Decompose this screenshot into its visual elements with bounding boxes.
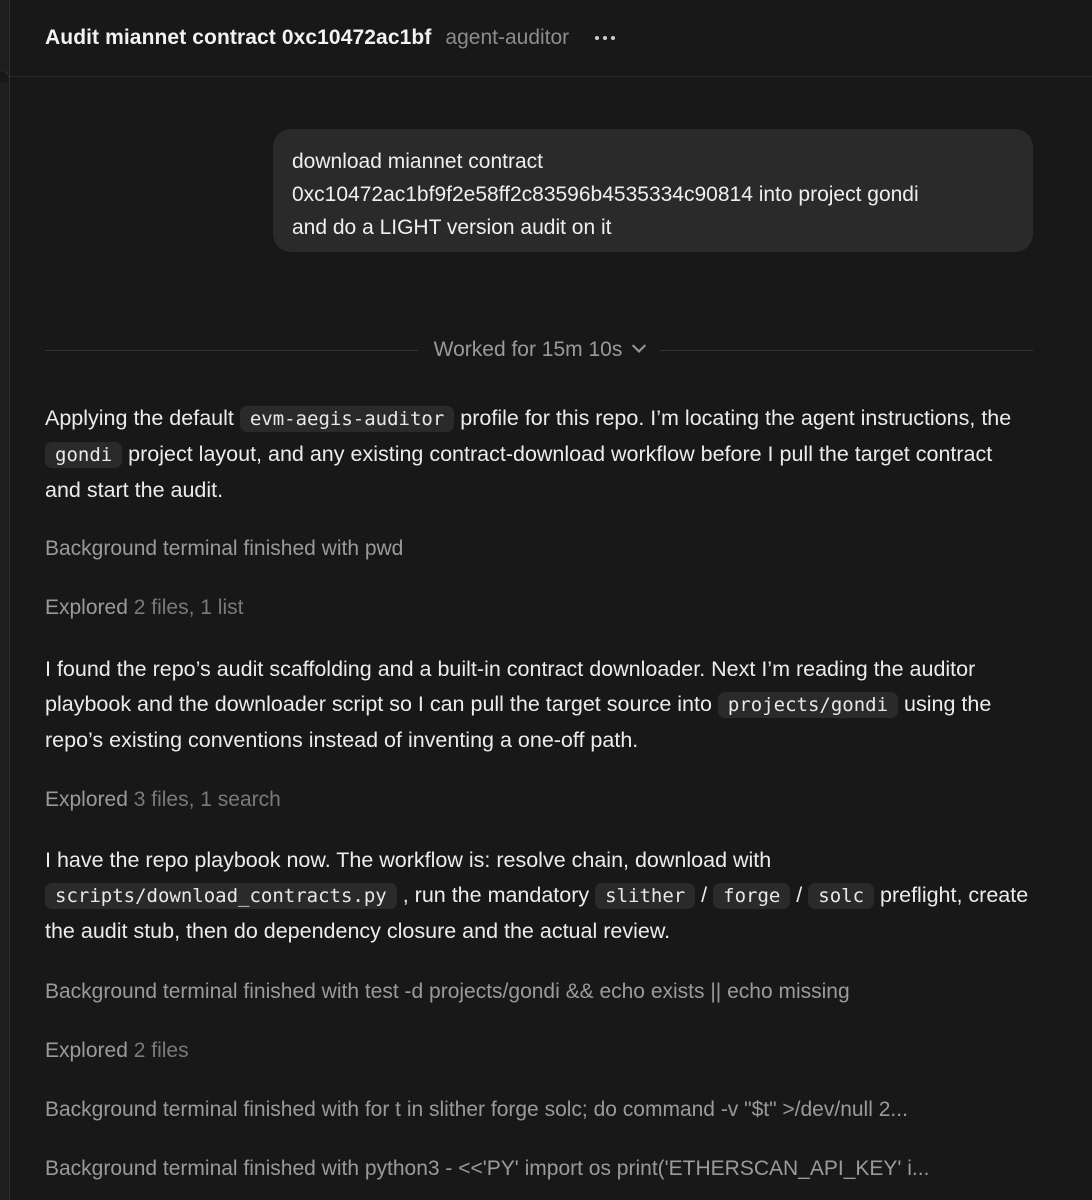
- text: I have the repo playbook now. The workflow is: resolve chain, download with: [45, 848, 772, 872]
- text: I found the repo’s audit scaffolding and a built-in contract downloader. Next I’m reading the auditor playbook and the downloader script so I can pull the target source into: [45, 657, 976, 716]
- explored-detail: 2 files, 1 list: [133, 596, 244, 619]
- explored-detail: 2 files: [133, 1039, 189, 1062]
- user-message-bubble: [273, 129, 1033, 252]
- text: /: [790, 883, 809, 907]
- assistant-paragraph: [45, 652, 1033, 758]
- explored-summary[interactable]: [45, 785, 1033, 815]
- worked-label: Worked for 15m 10s: [433, 338, 623, 361]
- text: Applying the default: [45, 406, 240, 430]
- user-message-line: and do a LIGHT version audit on it: [292, 216, 612, 239]
- explored-detail: 3 files, 1 search: [133, 788, 281, 811]
- more-options-icon[interactable]: [587, 23, 623, 53]
- inline-code: forge: [713, 883, 790, 909]
- text: /: [695, 883, 714, 907]
- terminal-status[interactable]: Background terminal finished with pwd: [45, 537, 404, 560]
- text: , run the mandatory: [396, 883, 596, 907]
- thread-agent-name: agent-auditor: [445, 26, 570, 49]
- text: project layout, and any existing contract-download workflow before I pull the target contract and start the audit.: [45, 442, 993, 502]
- worked-toggle[interactable]: [418, 338, 661, 362]
- explored-label: Explored: [45, 596, 128, 619]
- text: preflight, create the audit stub, then do dependency closure and the actual review.: [45, 883, 1029, 943]
- terminal-status[interactable]: Background terminal finished with test -d projects/gondi && echo exists || echo missing: [45, 980, 850, 1003]
- inline-code: evm-aegis-auditor: [240, 406, 454, 432]
- inline-code: slither: [595, 883, 695, 909]
- thread-header: [10, 0, 1092, 77]
- inline-code: scripts/download_contracts.py: [45, 883, 397, 909]
- thread-title: Audit miannet contract 0xc10472ac1bf: [45, 26, 432, 49]
- explored-label: Explored: [45, 1039, 128, 1062]
- left-sidebar-edge: [0, 0, 10, 1200]
- assistant-paragraph: [45, 843, 1033, 949]
- terminal-status[interactable]: Background terminal finished with python3 - <<'PY' import os print('ETHERSCAN_API_KEY' i...: [45, 1157, 930, 1180]
- chevron-down-icon: [632, 339, 646, 353]
- explored-summary[interactable]: [45, 593, 1033, 623]
- inline-code: solc: [808, 883, 874, 909]
- divider-line: [45, 350, 418, 351]
- inline-code: gondi: [45, 442, 122, 468]
- text: using the repo’s existing conventions instead of inventing a one-off path.: [45, 692, 992, 752]
- inline-code: projects/gondi: [718, 692, 898, 718]
- terminal-status[interactable]: Background terminal finished with for t in slither forge solc; do command -v "$t" >/dev/null 2...: [45, 1098, 908, 1121]
- divider-line: [660, 350, 1033, 351]
- assistant-paragraph: [45, 401, 1033, 508]
- explored-label: Explored: [45, 788, 128, 811]
- explored-summary[interactable]: [45, 1036, 1033, 1066]
- user-message-line: download miannet contract: [292, 150, 543, 173]
- text: profile for this repo. I’m locating the agent instructions, the: [454, 406, 1012, 430]
- worked-duration-divider: [45, 335, 1033, 365]
- user-message-line: 0xc10472ac1bf9f2e58ff2c83596b4535334c90814 into project gondi: [292, 183, 919, 206]
